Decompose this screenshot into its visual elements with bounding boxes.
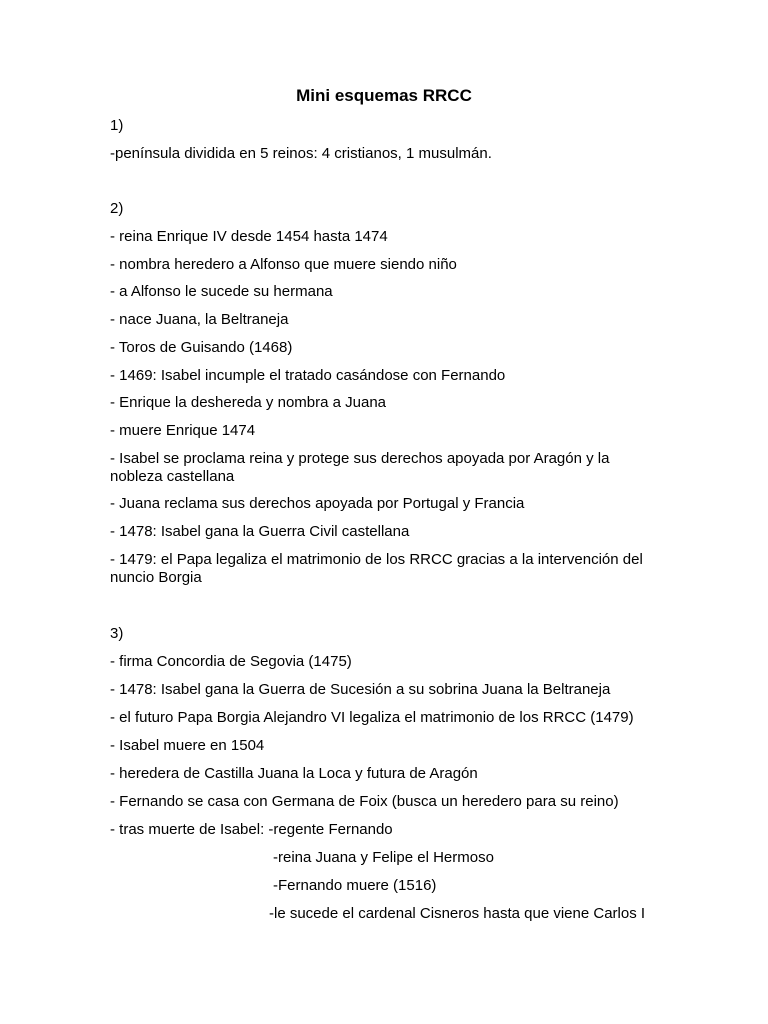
section-3-item: - Fernando se casa con Germana de Foix (busca un heredero para su reino) (110, 793, 619, 810)
section-2-item: - nace Juana, la Beltraneja (110, 311, 289, 328)
section-2-item: - Enrique la deshereda y nombra a Juana (110, 394, 387, 411)
document-title: Mini esquemas RRCC (296, 86, 472, 105)
section-3-subitem: -Fernando muere (1516) (273, 877, 437, 894)
section-3-item: - firma Concordia de Segovia (1475) (110, 653, 352, 670)
section-2-item: - muere Enrique 1474 (110, 422, 256, 439)
section-3-item: - 1478: Isabel gana la Guerra de Sucesión a su sobrina Juana la Beltraneja (110, 681, 611, 698)
section-1-heading: 1) (110, 117, 124, 134)
section-2-item: - nombra heredero a Alfonso que muere siendo niño (110, 256, 457, 273)
section-3-subitem: -reina Juana y Felipe el Hermoso (273, 849, 494, 866)
section-2-item: - Isabel se proclama reina y protege sus derechos apoyada por Aragón y la nobleza castellana (110, 450, 610, 485)
section-2-item: - 1469: Isabel incumple el tratado casándose con Fernando (110, 367, 506, 384)
section-2-heading: 2) (110, 200, 124, 217)
section-3-item: - heredera de Castilla Juana la Loca y futura de Aragón (110, 765, 478, 782)
section-3-item: - el futuro Papa Borgia Alejandro VI legaliza el matrimonio de los RRCC (1479) (110, 709, 634, 726)
section-3-subitem: -le sucede el cardenal Cisneros hasta que viene Carlos I (269, 905, 646, 922)
section-2-item: - a Alfonso le sucede su hermana (110, 283, 333, 300)
section-3-heading: 3) (110, 625, 124, 642)
section-3-item: - tras muerte de Isabel: -regente Fernando (110, 821, 393, 838)
section-2-item: - reina Enrique IV desde 1454 hasta 1474 (110, 228, 388, 245)
section-2-item: - Juana reclama sus derechos apoyada por Portugal y Francia (110, 495, 525, 512)
section-1-item: -península dividida en 5 reinos: 4 cristianos, 1 musulmán. (110, 145, 492, 162)
section-3-item: - Isabel muere en 1504 (110, 737, 265, 754)
section-2-item: - 1478: Isabel gana la Guerra Civil castellana (110, 523, 410, 540)
section-2-item: - Toros de Guisando (1468) (110, 339, 293, 356)
section-2-item: - 1479: el Papa legaliza el matrimonio de los RRCC gracias a la intervención del nuncio Borgia (110, 551, 643, 586)
